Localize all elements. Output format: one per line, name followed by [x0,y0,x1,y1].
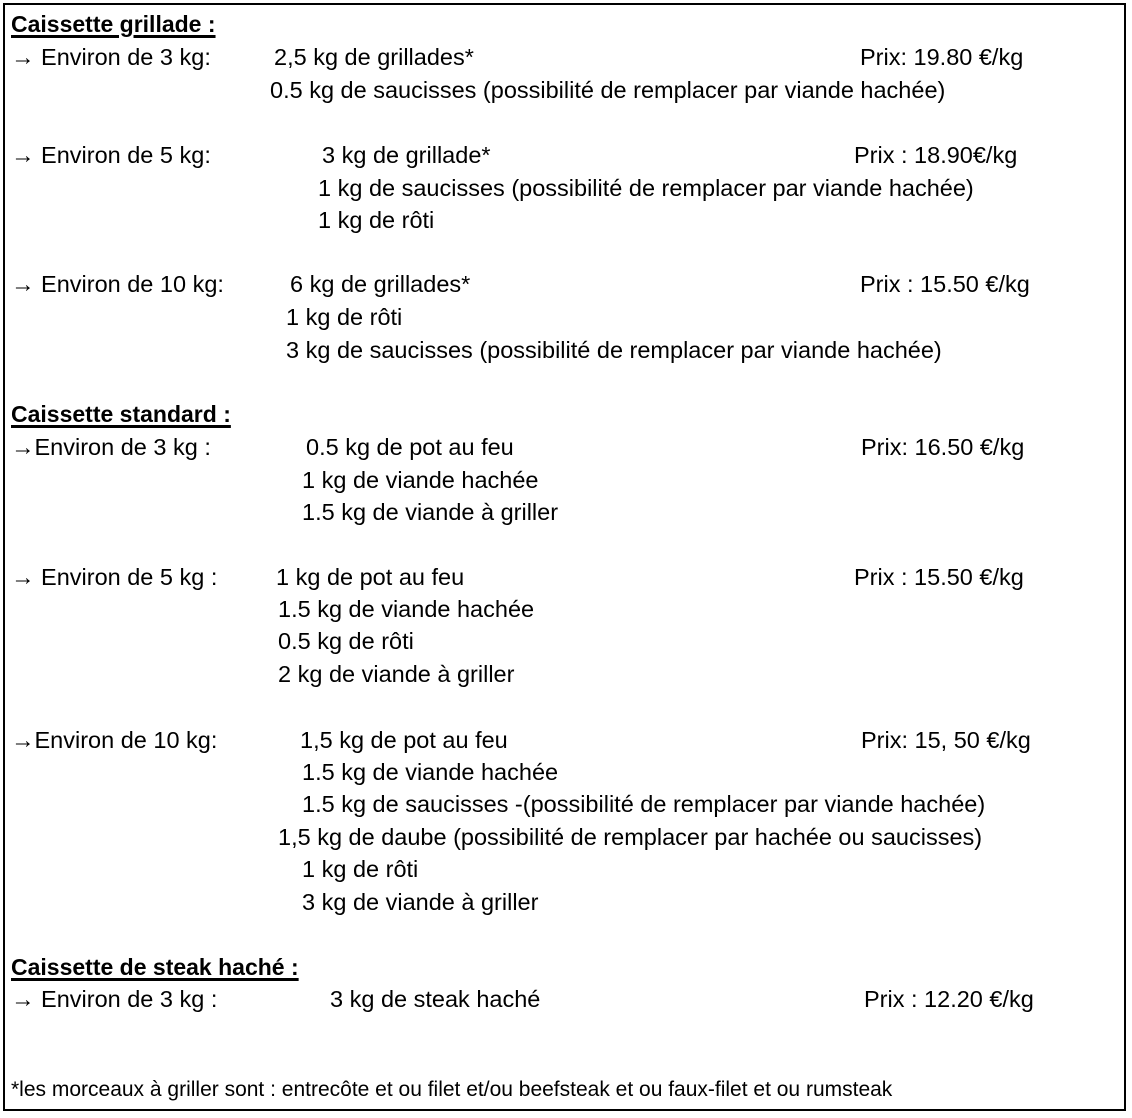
box-item: 1 kg de rôti [286,304,403,330]
box-item: 2,5 kg de grillades* [274,44,474,70]
box-price: Prix : 12.20 €/kg [864,986,1034,1012]
box-item: 6 kg de grillades* [290,271,471,297]
price-list-frame [3,3,1126,1111]
box-item: 1 kg de rôti [318,207,435,233]
box-label: → Environ de 3 kg : [11,986,218,1012]
box-price: Prix : 15.50 €/kg [860,271,1030,297]
box-item: 1 kg de saucisses (possibilité de remplacer par viande hachée) [318,175,974,201]
box-item: 0.5 kg de rôti [278,628,414,654]
box-item: 1.5 kg de viande à griller [302,499,559,525]
box-item: 3 kg de saucisses (possibilité de remplacer par viande hachée) [286,337,942,363]
box-label: → Environ de 10 kg: [11,271,224,297]
box-price: Prix : 15.50 €/kg [854,564,1024,590]
box-item: 1 kg de viande hachée [302,467,539,493]
box-price: Prix: 16.50 €/kg [861,434,1025,460]
box-item: 1 kg de rôti [302,856,419,882]
box-item: 1,5 kg de pot au feu [300,727,508,753]
box-label: → Environ de 5 kg : [11,564,218,590]
box-item: 0.5 kg de saucisses (possibilité de remplacer par viande hachée) [270,77,946,103]
box-item: 1.5 kg de viande hachée [278,596,535,622]
box-item: 0.5 kg de pot au feu [306,434,514,460]
footnote: *les morceaux à griller sont : entrecôte et ou filet et/ou beefsteak et ou faux-filet et ou rumsteak [11,1078,893,1101]
box-item: 3 kg de viande à griller [302,889,539,915]
box-item: 1 kg de pot au feu [276,564,465,590]
box-label: →Environ de 3 kg : [11,434,211,460]
box-item: 1.5 kg de viande hachée [302,759,559,785]
box-price: Prix: 15, 50 €/kg [861,727,1031,753]
box-price: Prix: 19.80 €/kg [860,44,1024,70]
section-title-grillade: Caissette grillade : [11,11,216,37]
section-title-standard: Caissette standard : [11,401,231,427]
box-item: 3 kg de grillade* [322,142,491,168]
box-price: Prix : 18.90€/kg [854,142,1018,168]
box-label: → Environ de 3 kg: [11,44,211,70]
box-item: 1.5 kg de saucisses -(possibilité de remplacer par viande hachée) [302,791,986,817]
box-item: 2 kg de viande à griller [278,661,515,687]
box-item: 3 kg de steak haché [330,986,541,1012]
box-item: 1,5 kg de daube (possibilité de remplacer par hachée ou saucisses) [278,824,983,850]
box-label: →Environ de 10 kg: [11,727,218,753]
box-label: → Environ de 5 kg: [11,142,211,168]
section-title-steak-hache: Caissette de steak haché : [11,954,299,980]
